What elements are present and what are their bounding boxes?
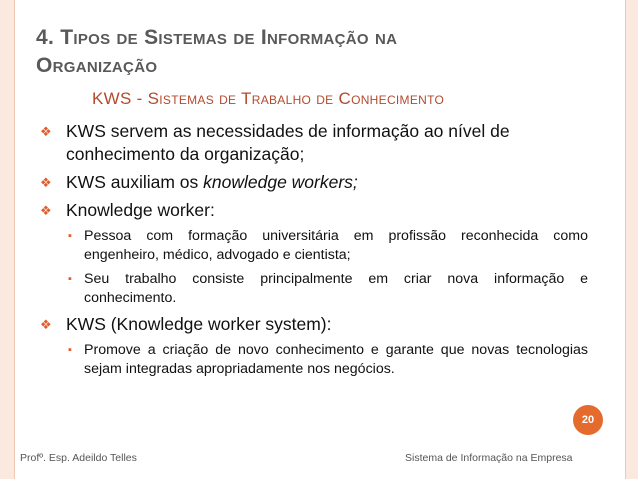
- sub-bullet-icon: ▪: [68, 344, 72, 356]
- title-line-1: 4. Tipos de Sistemas de Informação na: [36, 26, 398, 49]
- sub-bullet-icon: ▪: [68, 273, 72, 285]
- bullet-3-sub-1-text: Pessoa com formação universitária em profissão reconhecida como engenheiro, médico, advogado e cientista;: [84, 228, 588, 263]
- bullet-4-sub-1: [68, 341, 588, 379]
- bullet-3: [40, 199, 588, 222]
- bullet-4-text: KWS (Knowledge worker system):: [66, 314, 332, 334]
- right-border: [626, 0, 638, 479]
- bullet-3-sub-2: [68, 270, 588, 308]
- footer-author: Profº. Esp. Adeildo Telles: [20, 452, 137, 464]
- bullet-icon: ❖: [40, 203, 52, 218]
- sub-bullet-icon: ▪: [68, 230, 72, 242]
- slide-subtitle: KWS - Sistemas de Trabalho de Conhecimento: [92, 89, 445, 108]
- slide-body: [40, 120, 588, 384]
- bullet-2: [40, 171, 588, 194]
- bullet-4-sub-1-text: Promove a criação de novo conhecimento e garante que novas tecnologias sejam integradas apropriadamente nos negócios.: [84, 342, 588, 377]
- bullet-4: [40, 313, 588, 336]
- bullet-icon: ❖: [40, 124, 52, 139]
- bullet-2-emphasis: knowledge workers;: [203, 172, 358, 192]
- bullet-3-sub-2-text: Seu trabalho consiste principalmente em criar nova informação e conhecimento.: [84, 271, 588, 306]
- bullet-3-text: Knowledge worker:: [66, 200, 215, 220]
- bullet-1: [40, 120, 588, 166]
- title-line-2: Organização: [36, 54, 158, 77]
- bullet-icon: ❖: [40, 317, 52, 332]
- bullet-icon: ❖: [40, 175, 52, 190]
- slide-title: [36, 24, 596, 80]
- footer-title: Sistema de Informação na Empresa: [405, 452, 573, 464]
- bullet-1-text: KWS servem as necessidades de informação ao nível de conhecimento da organização;: [66, 121, 510, 164]
- page-number-badge: 20: [573, 405, 603, 435]
- bullet-3-sub-1: [68, 227, 588, 265]
- bullet-2-text: KWS auxiliam os: [66, 172, 204, 192]
- left-border: [0, 0, 14, 479]
